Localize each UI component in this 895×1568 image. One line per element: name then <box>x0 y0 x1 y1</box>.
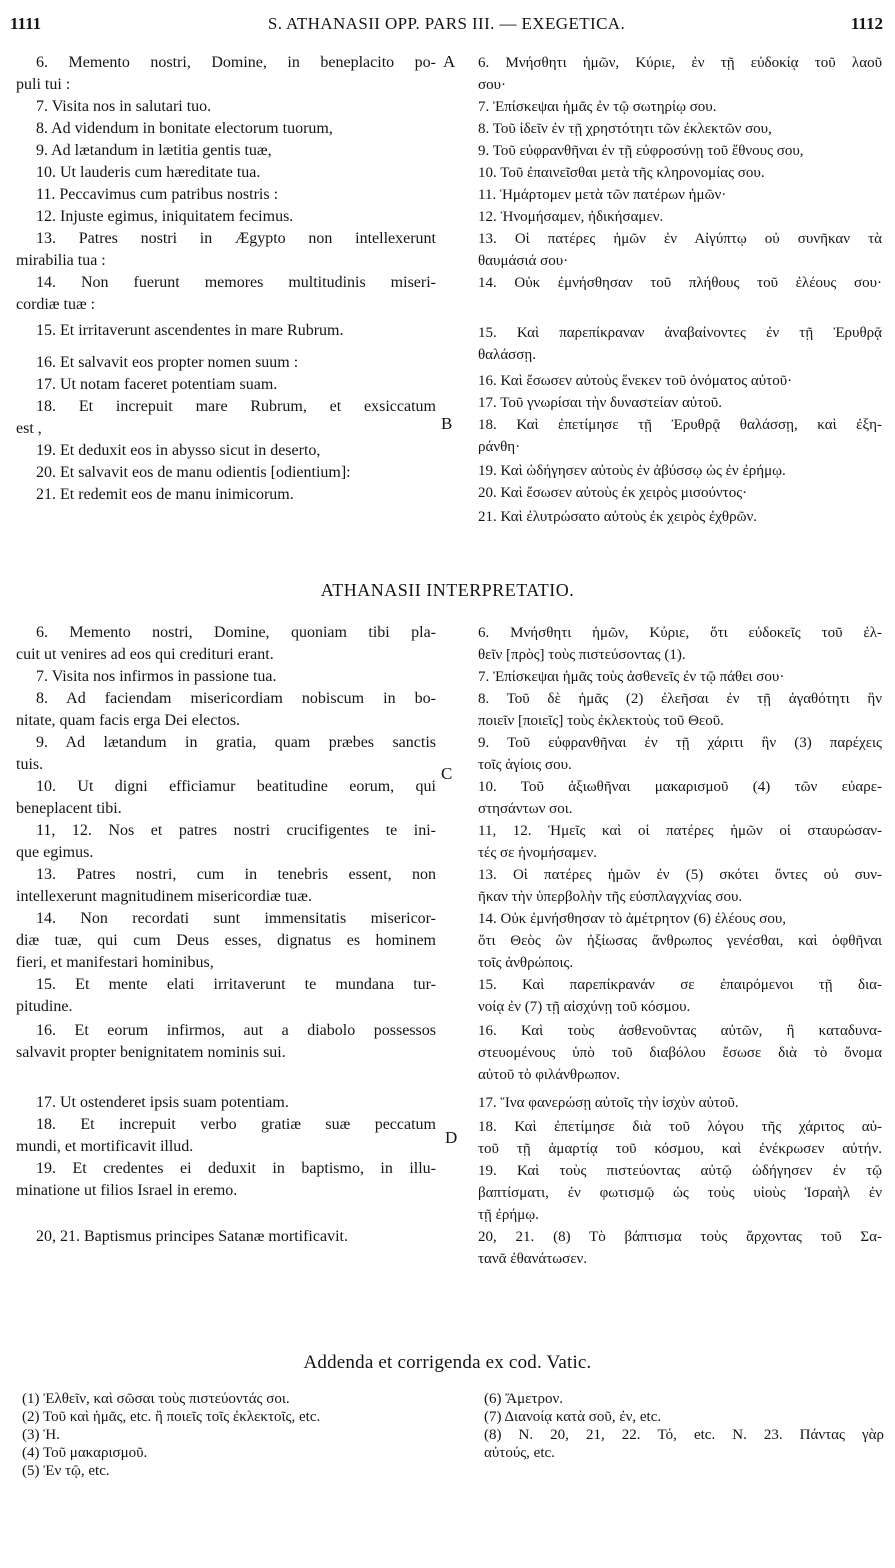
text-line: 20, 21. (8) Τὸ βάπτισμα τοὺς ἄρχοντας τοῦ Σα- <box>478 1229 882 1245</box>
text-line: (2) Τοῦ καὶ ἡμᾶς, etc. ἢ ποιεῖς τοῖς ἐκλεκτοῖς, etc. <box>22 1409 321 1425</box>
text-line: 9. Τοῦ εὐφρανθῆναι ἐν τῇ εὐφροσύνῃ τοῦ ἔθνους σου, <box>478 143 804 159</box>
text-line: 13. Οἱ πατέρες ἡμῶν ἐν (5) σκότει ὄντες οὐ συν- <box>478 867 882 883</box>
text-line: 12. Ἠνομήσαμεν, ἠδικήσαμεν. <box>478 209 664 225</box>
text-line: (6) Ἄμετρον. <box>484 1391 563 1407</box>
text-line: τές σε ἠνομήσαμεν. <box>478 845 597 861</box>
running-title: S. ATHANASII OPP. PARS III. — EXEGETICA. <box>267 14 626 33</box>
text-line: τοῖς ἀνθρώποις. <box>478 955 574 971</box>
text-line: τοῖς ἁγίοις σου. <box>478 757 572 773</box>
text-line: 20. Et salvavit eos de manu odientis [odientium]: <box>36 464 351 481</box>
text-line: 16. Καὶ ἔσωσεν αὐτοὺς ἕνεκεν τοῦ ὀνόματος αὐτοῦ· <box>478 373 793 389</box>
text-line: 15. Et irritaverunt ascendentes in mare Rubrum. <box>36 322 344 339</box>
text-line: 18. Et increpuit mare Rubrum, et exsiccatum <box>36 398 436 415</box>
text-line: intellexerunt magnitudinem misericordiæ tuæ. <box>16 888 312 905</box>
text-line: (8) N. 20, 21, 22. Τό, etc. N. 23. Πάντας γὰρ <box>484 1427 884 1443</box>
text-line: 14. Οὐκ ἐμνήσθησαν τὸ ἀμέτρητον (6) ἐλέους σου, <box>478 911 787 927</box>
page-number-left: 1111 <box>10 14 42 33</box>
text-line: 13. Patres nostri in Ægypto non intellexerunt <box>36 230 436 247</box>
text-line: 18. Et increpuit verbo gratiæ suæ peccatum <box>36 1116 436 1133</box>
text-line: 17. Ἵνα φανερώσῃ αὐτοῖς τὴν ἰσχὺν αὐτοῦ. <box>478 1095 739 1111</box>
text-line: pitudine. <box>16 998 73 1015</box>
text-line: 20. Καὶ ἔσωσεν αὐτοὺς ἐκ χειρὸς μισούντος· <box>478 485 748 501</box>
text-line: ποιεῖν [ποιεῖς] τοὺς ἐκλεκτοὺς τοῦ Θεοῦ. <box>478 713 724 729</box>
text-line: 10. Τοῦ ἐπαινεῖσθαι μετὰ τῆς κληρονομίας σου. <box>478 165 765 181</box>
text-line: 9. Τοῦ εὐφρανθῆναι ἐν τῇ χάριτι ἣν (3) παρέχεις <box>478 735 882 751</box>
text-line: 6. Μνήσθητι ἡμῶν, Κύριε, ἐν τῇ εὐδοκίᾳ τοῦ λαοῦ <box>478 55 882 71</box>
text-line: 14. Non recordati sunt immensitatis misericor- <box>36 910 436 927</box>
interpretation-section <box>0 622 895 1342</box>
text-line: 10. Τοῦ ἀξιωθῆναι μακαρισμοῦ (4) τῶν εὐαρε- <box>478 779 882 795</box>
text-line: 14. Οὐκ ἐμνήσθησαν τοῦ πλήθους τοῦ ἐλέους σου· <box>478 275 882 291</box>
text-line: minatione ut filios Israel in eremo. <box>16 1182 238 1199</box>
text-line: 7. Ἐπίσκεψαι ἡμᾶς ἐν τῷ σωτηρίῳ σου. <box>478 99 717 115</box>
text-line: 17. Τοῦ γνωρίσαι τὴν δυναστείαν αὐτοῦ. <box>478 395 722 411</box>
text-line: στησάντων σοι. <box>478 801 573 817</box>
text-line: 19. Καὶ ὡδήγησεν αὐτοὺς ἐν ἀβύσσῳ ὡς ἐν ἐρήμῳ. <box>478 463 786 479</box>
text-line: ράνθη· <box>478 439 521 455</box>
text-line: σου· <box>478 77 507 93</box>
text-line: 11, 12. Nos et patres nostri crucifigentes te ini- <box>36 822 436 839</box>
text-line: 19. Καὶ τοὺς πιστεύοντας αὐτῷ ὡδήγησεν ἐν τῷ <box>478 1163 882 1179</box>
text-line: 7. Visita nos in salutari tuo. <box>36 98 212 115</box>
margin-letter-d: D <box>445 1128 458 1147</box>
text-line: 17. Ut ostenderet ipsis suam potentiam. <box>36 1094 289 1111</box>
text-line: θαυμάσιά σου· <box>478 253 569 269</box>
text-line: 9. Ad lætandum in lætitia gentis tuæ, <box>36 142 272 159</box>
text-line: nitate, quam facis erga Dei electos. <box>16 712 241 729</box>
text-line: 13. Patres nostri, cum in tenebris essent, non <box>36 866 436 883</box>
text-line: 16. Καὶ τοὺς ἀσθενοῦντας αὐτῶν, ἢ καταδυνα- <box>478 1023 882 1039</box>
text-line: 8. Ad faciendam misericordiam nobiscum in bo- <box>36 690 436 707</box>
text-line: 6. Memento nostri, Domine, in beneplacito po- <box>36 54 436 71</box>
text-line: τοῦ τῇ ἁμαρτίᾳ τοῦ κόσμου, καὶ ἐνέκρωσεν αὐτήν. <box>478 1141 882 1157</box>
text-line: 7. Ἐπίσκεψαι ἡμᾶς τοὺς ἀσθενεῖς ἐν τῷ πάθει σου· <box>478 669 785 685</box>
text-line: 18. Καὶ ἐπετίμησε τῇ Ἐρυθρᾷ θαλάσσῃ, καὶ ἐξη- <box>478 417 882 433</box>
text-line: 9. Ad lætandum in gratia, quam præbes sanctis <box>36 734 436 751</box>
text-line: θεῖν [πρὸς] τοὺς πιστεύσοντας (1). <box>478 647 686 663</box>
text-line: 14. Non fuerunt memores multitudinis miseri- <box>36 274 436 291</box>
text-line: (7) Διανοίᾳ κατὰ σοῦ, ἐν, etc. <box>484 1409 662 1425</box>
text-line: 19. Et deduxit eos in abysso sicut in deserto, <box>36 442 321 459</box>
text-line: que egimus. <box>16 844 94 861</box>
text-line: (1) Ἐλθεῖν, καὶ σῶσαι τοὺς πιστεύοντάς σοι. <box>22 1391 290 1407</box>
text-line: 11, 12. Ἡμεῖς καὶ οἱ πατέρες ἡμῶν οἱ σταυρώσαν- <box>478 823 882 839</box>
addenda-heading: Addenda et corrigenda ex cod. Vatic. <box>303 1352 592 1373</box>
margin-letter-c: C <box>441 764 453 783</box>
text-line: 17. Ut notam faceret potentiam suam. <box>36 376 278 393</box>
addenda-section <box>0 1390 895 1480</box>
text-line: ῆκαν τὴν ὑπερβολὴν τῆς εὐσπλαγχνίας σου. <box>478 889 743 905</box>
text-line: ὅτι Θεὸς ὢν ἠξίωσας ἄνθρωπος γενέσθαι, καὶ ὀφθῆναι <box>478 933 882 949</box>
text-line: 13. Οἱ πατέρες ἡμῶν ἐν Αἰγύπτῳ οὐ συνῆκαν τὰ <box>478 231 882 247</box>
text-line: 11. Peccavimus cum patribus nostris : <box>36 186 279 203</box>
text-line: 15. Et mente elati irritaverunt te mundana tur- <box>36 976 436 993</box>
text-line: mundi, et mortificavit illud. <box>16 1138 194 1155</box>
text-line: 8. Ad videndum in bonitate electorum tuorum, <box>36 120 333 137</box>
text-line: 19. Et credentes ei deduxit in baptismo, in illu- <box>36 1160 436 1177</box>
text-line: 21. Καὶ ἐλυτρώσατο αὐτοὺς ἐκ χειρὸς ἐχθρῶν. <box>478 509 757 525</box>
margin-letter-a: A <box>443 52 456 71</box>
text-line: mirabilia tua : <box>16 252 106 269</box>
text-line: 20, 21. Baptismus principes Satanæ mortificavit. <box>36 1228 348 1245</box>
text-line: 8. Τοῦ ἰδεῖν ἐν τῇ χρηστότητι τῶν ἐκλεκτῶν σου, <box>478 121 772 137</box>
text-line: (4) Τοῦ μακαρισμοῦ. <box>22 1445 148 1461</box>
text-line: (5) Ἐν τῷ, etc. <box>22 1463 110 1479</box>
text-line: 18. Καὶ ἐπετίμησε διὰ τοῦ λόγου τῆς χάριτος αὐ- <box>478 1119 882 1135</box>
page-number-right: 1112 <box>850 14 883 33</box>
text-line: fieri, et manifestari hominibus, <box>16 954 214 971</box>
text-line: 6. Memento nostri, Domine, quoniam tibi pla- <box>36 624 436 641</box>
text-line: tuis. <box>16 756 44 773</box>
text-line: (3) Ἡ. <box>22 1427 60 1443</box>
psalm-text-section <box>0 52 895 564</box>
text-line: cuit ut venires ad eos qui credituri erant. <box>16 646 274 663</box>
text-line: salvavit propter benignitatem nominis sui. <box>16 1044 286 1061</box>
text-line: 10. Ut digni efficiamur beatitudine eorum, qui <box>36 778 436 795</box>
text-line: 12. Injuste egimus, iniquitatem fecimus. <box>36 208 294 225</box>
text-line: 7. Visita nos infirmos in passione tua. <box>36 668 277 685</box>
text-line: 15. Καὶ παρεπίκρανάν σε ἐπαιρόμενοι τῇ δια- <box>478 977 882 993</box>
text-line: 11. Ἡμάρτομεν μετὰ τῶν πατέρων ἡμῶν· <box>478 187 727 203</box>
text-line: 6. Μνήσθητι ἡμῶν, Κύριε, ὅτι εὐδοκεῖς τοῦ ἐλ- <box>478 625 882 641</box>
text-line: 16. Et eorum infirmos, aut a diabolo possessos <box>36 1022 436 1039</box>
text-line: αὐτούς, etc. <box>484 1445 555 1461</box>
text-line: 15. Καὶ παρεπίκραναν ἀναβαίνοντες ἐν τῇ Ἐρυθρᾷ <box>478 325 882 341</box>
text-line: puli tui : <box>16 76 71 93</box>
text-line: diæ tuæ, qui cum Deus esses, dignatus es hominem <box>16 932 436 949</box>
interpretation-heading: ATHANASII INTERPRETATIO. <box>320 580 575 600</box>
text-line: στευομένους ὑπὸ τοῦ διαβόλου ἔσωσε διὰ τὸ ὄνομα <box>478 1045 882 1061</box>
text-line: 10. Ut lauderis cum hæreditate tua. <box>36 164 261 181</box>
text-line: 8. Τοῦ δὲ ἡμᾶς (2) ἐλεῆσαι ἐν τῇ ἀγαθότητι ἣν <box>478 691 882 707</box>
margin-letter-b: B <box>441 414 453 433</box>
text-line: 16. Et salvavit eos propter nomen suum : <box>36 354 299 371</box>
text-line: βαπτίσματι, ἐν φωτισμῷ ὡς τοὺς υἱοὺς Ἰσραὴλ ἐν <box>478 1185 882 1201</box>
text-line: cordiæ tuæ : <box>16 296 96 313</box>
text-line: νοίᾳ ἐν (7) τῇ αἰσχύνῃ τοῦ κόσμου. <box>478 999 691 1015</box>
text-line: τῇ ἐρήμῳ. <box>478 1207 539 1223</box>
text-line: τανᾶ ἐθανάτωσεν. <box>478 1251 588 1267</box>
text-line: αὐτοῦ τὸ φιλάνθρωπον. <box>478 1067 621 1083</box>
text-line: est , <box>16 420 42 437</box>
text-line: beneplacent tibi. <box>16 800 122 817</box>
text-line: 21. Et redemit eos de manu inimicorum. <box>36 486 294 503</box>
text-line: θαλάσσῃ. <box>478 347 536 363</box>
running-header <box>10 14 883 42</box>
